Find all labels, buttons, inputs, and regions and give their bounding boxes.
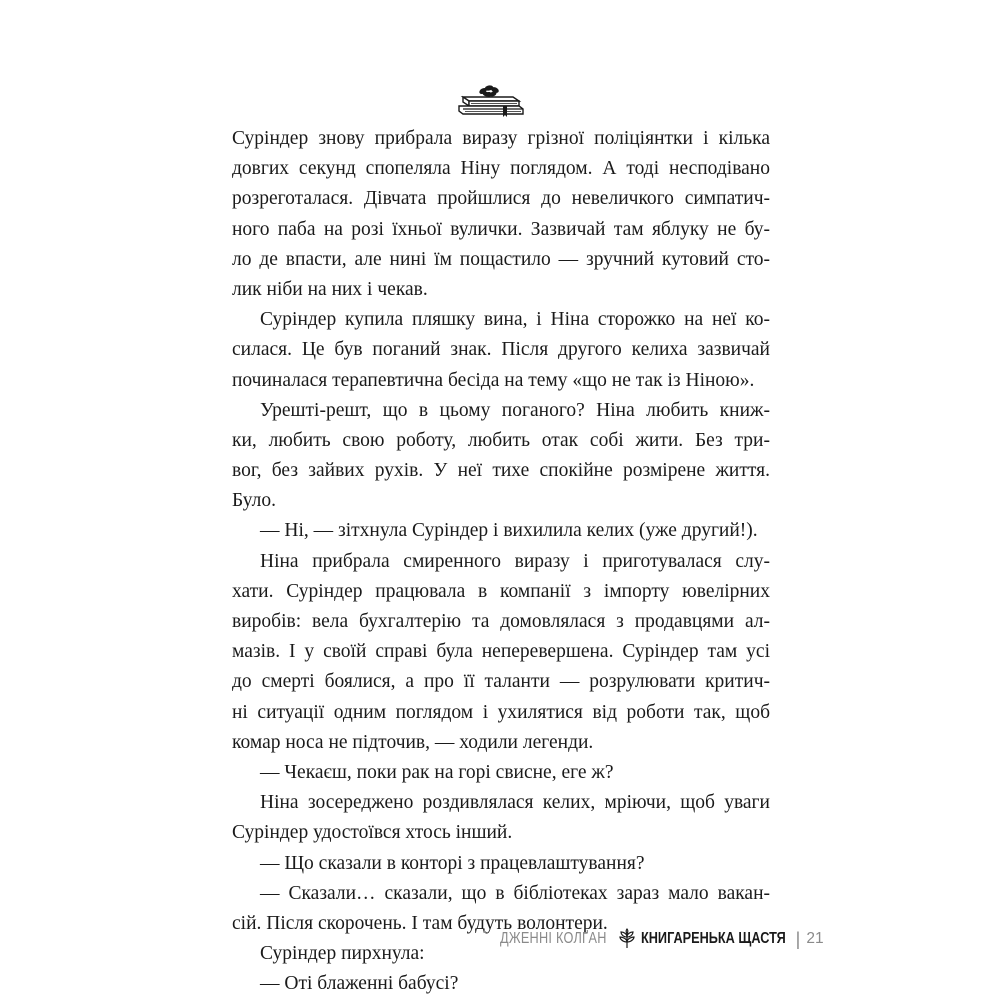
paragraph bbox=[232, 547, 770, 758]
footer-book-title: КНИГАРЕНЬКА ЩАСТЯ bbox=[641, 930, 786, 947]
text-line: Суріндер пирхнула: bbox=[260, 943, 425, 965]
running-footer bbox=[500, 924, 824, 954]
text-line: — Ні, — зітхнула Суріндер і вихилила келих (уже другий!). bbox=[260, 520, 758, 542]
text-line: Суріндер купила пляшку вина, і Ніна сторожко на неї ко- bbox=[260, 309, 770, 331]
paragraph bbox=[232, 124, 770, 305]
text-line: — Оті блаженні бабусі? bbox=[260, 973, 459, 995]
text-line: ні ситуації одним поглядом і ухилятися від роботи так, щоб bbox=[232, 701, 770, 723]
text-line: — Сказали… сказали, що в бібліотеках зараз мало вакан- bbox=[260, 882, 770, 904]
text-line: ло де впасти, але нині їм пощастило — зручний кутовий сто- bbox=[232, 248, 770, 270]
text-line: виробів: вела бухгалтерію та домовлялася з продавцями ал- bbox=[232, 611, 770, 632]
text-line: розреготалася. Дівчата пройшлися до невеличкого симпатич- bbox=[232, 188, 770, 210]
books-with-plant-icon bbox=[453, 80, 527, 120]
paragraph bbox=[232, 758, 770, 788]
text-line: Ніна прибрала смиренного виразу і приготувалася слу- bbox=[260, 550, 770, 572]
paragraph bbox=[232, 396, 770, 517]
text-line: силася. Це був поганий знак. Після другого келиха зазвичай bbox=[232, 339, 770, 361]
paragraph bbox=[232, 305, 770, 396]
text-line: Ніна зосереджено роздивлялася келих, мріючи, щоб уваги bbox=[260, 792, 770, 814]
text-line: ки, любить свою роботу, любить отак собі жити. Без три- bbox=[232, 429, 770, 451]
footer-separator: | bbox=[795, 928, 801, 949]
page-number: 21 bbox=[806, 930, 824, 947]
paragraph bbox=[232, 969, 770, 999]
text-line: комар носа не підточив, — ходили легенди. bbox=[232, 731, 594, 753]
text-line: хати. Суріндер працювала в компанії з імпорту ювелірних bbox=[232, 580, 770, 602]
text-line: — Що сказали в конторі з працевлаштування? bbox=[260, 852, 645, 874]
text-line: довгих секунд спопеляла Ніну поглядом. А тоді несподівано bbox=[232, 158, 770, 180]
paragraph bbox=[232, 788, 770, 848]
paragraph bbox=[232, 516, 770, 546]
text-line: сій. Після скорочень. І там будуть волонтери. bbox=[232, 912, 608, 934]
text-line: Суріндер знову прибрала виразу грізної поліціянтки і кілька bbox=[232, 128, 770, 149]
text-line: — Чекаєш, поки рак на горі свисне, еге ж? bbox=[260, 761, 614, 783]
text-line: вог, без зайвих рухів. У неї тихе спокійне розмірене життя. bbox=[232, 460, 770, 482]
paragraph bbox=[232, 849, 770, 879]
text-line: починалася терапевтична бесіда на тему «що не так із Ніною». bbox=[232, 369, 755, 391]
text-line: мазів. І у своїй справі була неперевершена. Суріндер там усі bbox=[232, 641, 770, 663]
footer-author: ДЖЕННІ КОЛҐАН bbox=[500, 930, 607, 947]
text-line: до смерті боялися, а про її таланти — розрулювати критич- bbox=[232, 671, 770, 693]
body-text bbox=[232, 124, 770, 999]
text-line: Було. bbox=[232, 490, 276, 512]
leaf-sprig-icon bbox=[616, 928, 638, 950]
text-line: лик ніби на них і чекав. bbox=[232, 278, 428, 300]
text-line: Суріндер удостоївся хтось інший. bbox=[232, 822, 513, 844]
text-line: Урешті-решт, що в цьому поганого? Ніна любить книж- bbox=[260, 399, 770, 421]
text-line: ного паба на розі їхньої вулички. Зазвичай там яблуку не бу- bbox=[232, 218, 770, 240]
